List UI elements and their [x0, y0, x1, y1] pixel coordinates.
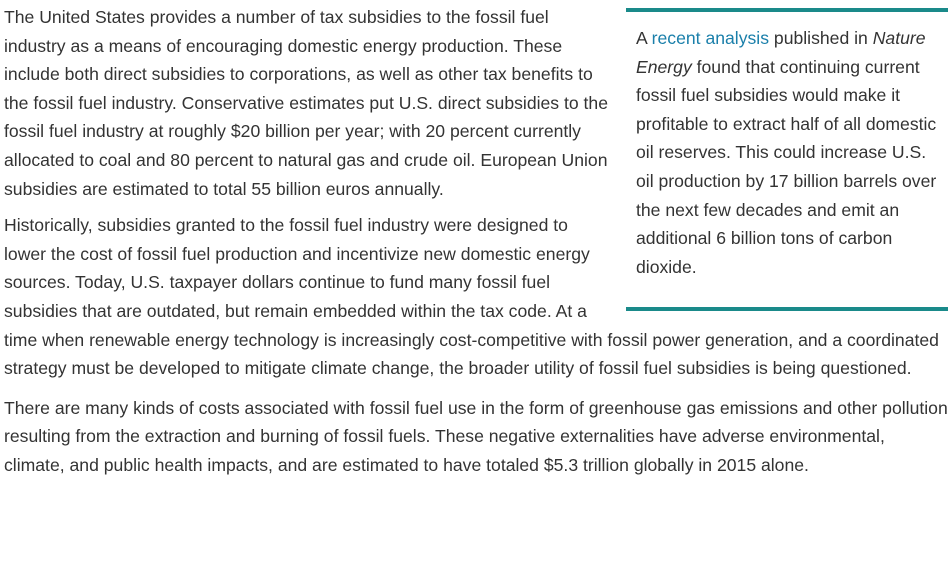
article-body	[4, 0, 948, 480]
pull-quote-callout	[626, 8, 948, 311]
recent-analysis-link[interactable]: recent analysis	[651, 28, 770, 48]
callout-rest: found that continuing current fossil fuel subsidies would make it profitable to extract half of all domestic oil reserves. This could increase U.S. oil production by 17 billion barrels over the next few decades and emit an additional 6 billion tons of carbon dioxide.	[636, 56, 937, 277]
callout-middle: published in	[769, 28, 873, 48]
paragraph-subsidies-overview: The United States provides a number of tax subsidies to the fossil fuel industry as a means of encouraging domestic energy production. These include both direct subsidies to corporations, as well as other tax benefits to the fossil fuel industry. Conservative estimates put U.S. direct subsidies to the fossil fuel industry at roughly $20 billion per year; with 20 percent currently allocated to coal and 80 percent to natural gas and crude oil. European Union subsidies are estimated to total 55 billion euros annually.	[4, 7, 609, 199]
paragraph-history: Historically, subsidies granted to the fossil fuel industry were designed to lower the cost of fossil fuel production and incentivize new domestic energy sources. Today, U.S. taxpayer dollars continue to fund many fossil fuel subsidies that are outdated, but remain embedded within the tax code. At a time when renewable energy technology is increasingly cost-competitive with fossil power generation, and a coordinated strategy must be developed to mitigate climate change, the broader utility of fossil fuel subsidies is being questioned.	[4, 215, 939, 379]
callout-lead: A	[636, 28, 652, 48]
journal-name: Nature Energy	[636, 28, 926, 77]
paragraph-externalities: There are many kinds of costs associated with fossil fuel use in the form of greenhouse gas emissions and other pollution resulting from the extraction and burning of fossil fuels. These negative externalities have adverse environmental, climate, and public health impacts, and are estimated to have totaled $5.3 trillion globally in 2015 alone.	[4, 397, 948, 475]
